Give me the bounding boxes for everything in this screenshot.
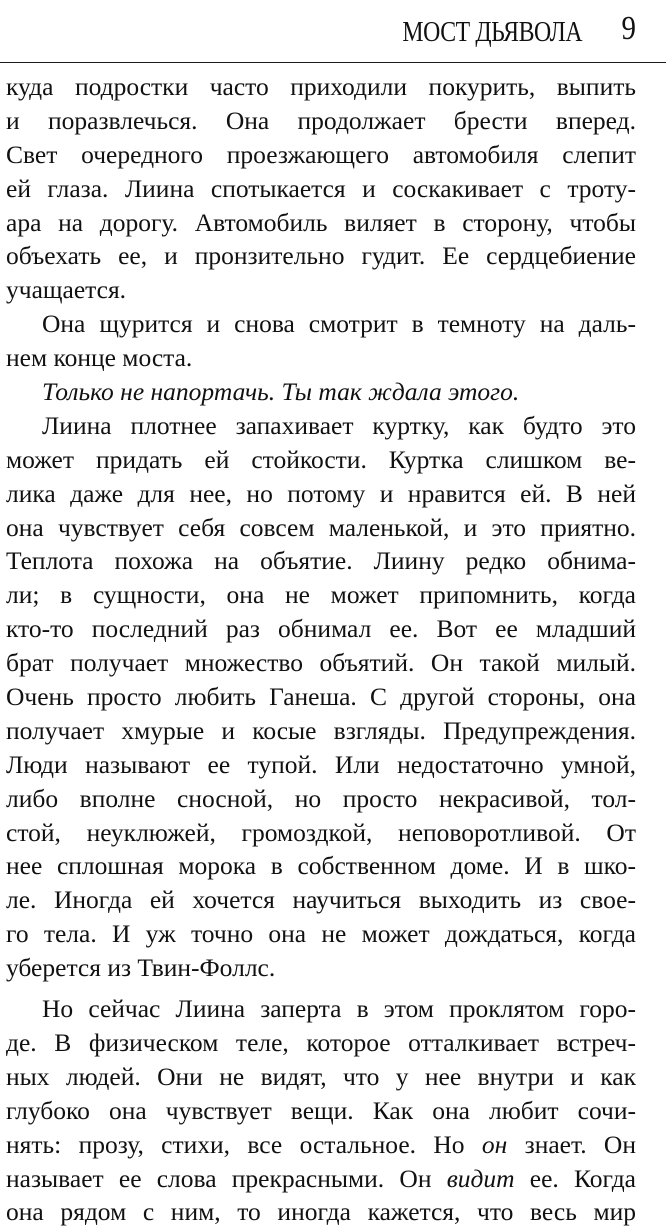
- text-line: нем конце моста.: [6, 343, 193, 373]
- line-segment: ее. Когда: [529, 1163, 636, 1193]
- emphasis-word: видит: [446, 1163, 515, 1193]
- text-line: может придать ей стойкости. Куртка слишком ве-: [6, 444, 636, 474]
- text-line: Свет очередного проезжающего автомобиля слепит: [6, 139, 636, 169]
- text-line: ей глаза. Лиина спотыкается и соскакивает с троту-: [6, 173, 636, 203]
- text-line: брат получает множество объятий. Он такой милый.: [6, 648, 636, 678]
- text-line: Очень просто любить Ганеша. С другой стороны, она: [6, 682, 636, 712]
- text-line: она рядом с ним, то иногда кажется, что весь мир: [6, 1197, 636, 1227]
- text-line-with-emphasis: [6, 1128, 636, 1162]
- body-text: [6, 70, 636, 1229]
- text-line: Лиина плотнее запахивает куртку, как будто это: [42, 410, 636, 440]
- text-line: Но сейчас Лиина заперта в этом проклятом горо-: [42, 994, 636, 1024]
- text-line: она чувствует себя совсем маленькой, и это приятно.: [6, 512, 636, 542]
- text-line: ли; в сущности, она не может припомнить, когда: [6, 580, 636, 610]
- text-line: куда подростки часто приходили покурить, выпить: [6, 72, 636, 101]
- text-line: кто-то последний раз обнимал ее. Вот ее младший: [6, 614, 636, 644]
- line-segment: знает. Он: [524, 1129, 636, 1159]
- text-line: нее сплошная морока в собственном доме. И в шко-: [6, 851, 636, 881]
- text-line: получает хмурые и косые взгляды. Предупреждения.: [6, 715, 636, 745]
- running-title: МОСТ ДЬЯВОЛА: [402, 16, 582, 48]
- text-line: Люди называют ее тупой. Или недостаточно умной,: [6, 749, 636, 779]
- text-line: стой, неуклюжей, громоздкой, неповоротливой. От: [6, 817, 636, 847]
- text-line: учащается.: [6, 275, 127, 305]
- text-line: глубоко она чувствует вещи. Как она любит сочи-: [6, 1095, 636, 1125]
- line-segment: нять: прозу, стихи, все остальное. Но: [6, 1129, 465, 1159]
- text-line: ных людей. Они не видят, что у нее внутри и как: [6, 1061, 636, 1091]
- line-segment: называет ее слова прекрасными. Он: [6, 1163, 432, 1193]
- emphasis-word: он: [481, 1129, 508, 1159]
- text-line: ара на дорогу. Автомобиль виляет в сторону, чтобы: [6, 207, 636, 237]
- text-line: и поразвлечься. Она продолжает брести вперед.: [6, 105, 636, 135]
- text-line: либо вполне сносной, но просто некрасивой, тол-: [6, 783, 636, 813]
- page-number: 9: [621, 10, 636, 47]
- text-line: объехать ее, и пронзительно гудит. Ее сердцебиение: [6, 241, 636, 271]
- text-line: го тела. И уж точно она не может дождаться, когда: [6, 919, 636, 949]
- text-line: Теплота похожа на объятие. Лиину редко обнима-: [6, 546, 636, 576]
- text-line: ле. Иногда ей хочется научиться выходить из свое-: [6, 885, 636, 915]
- text-line-with-emphasis: [6, 1162, 636, 1196]
- running-header: [0, 0, 666, 63]
- text-line: уберется из Твин-Фоллс.: [6, 953, 276, 983]
- text-line: Она щурится и снова смотрит в темноту на даль-: [42, 309, 636, 339]
- text-line: де. В физическом теле, которое отталкивает встреч-: [6, 1027, 636, 1057]
- italic-thought-line: Только не напортачь. Ты так ждала этого.: [42, 377, 520, 407]
- text-line: лика даже для нее, но потому и нравится ей. В ней: [6, 478, 636, 508]
